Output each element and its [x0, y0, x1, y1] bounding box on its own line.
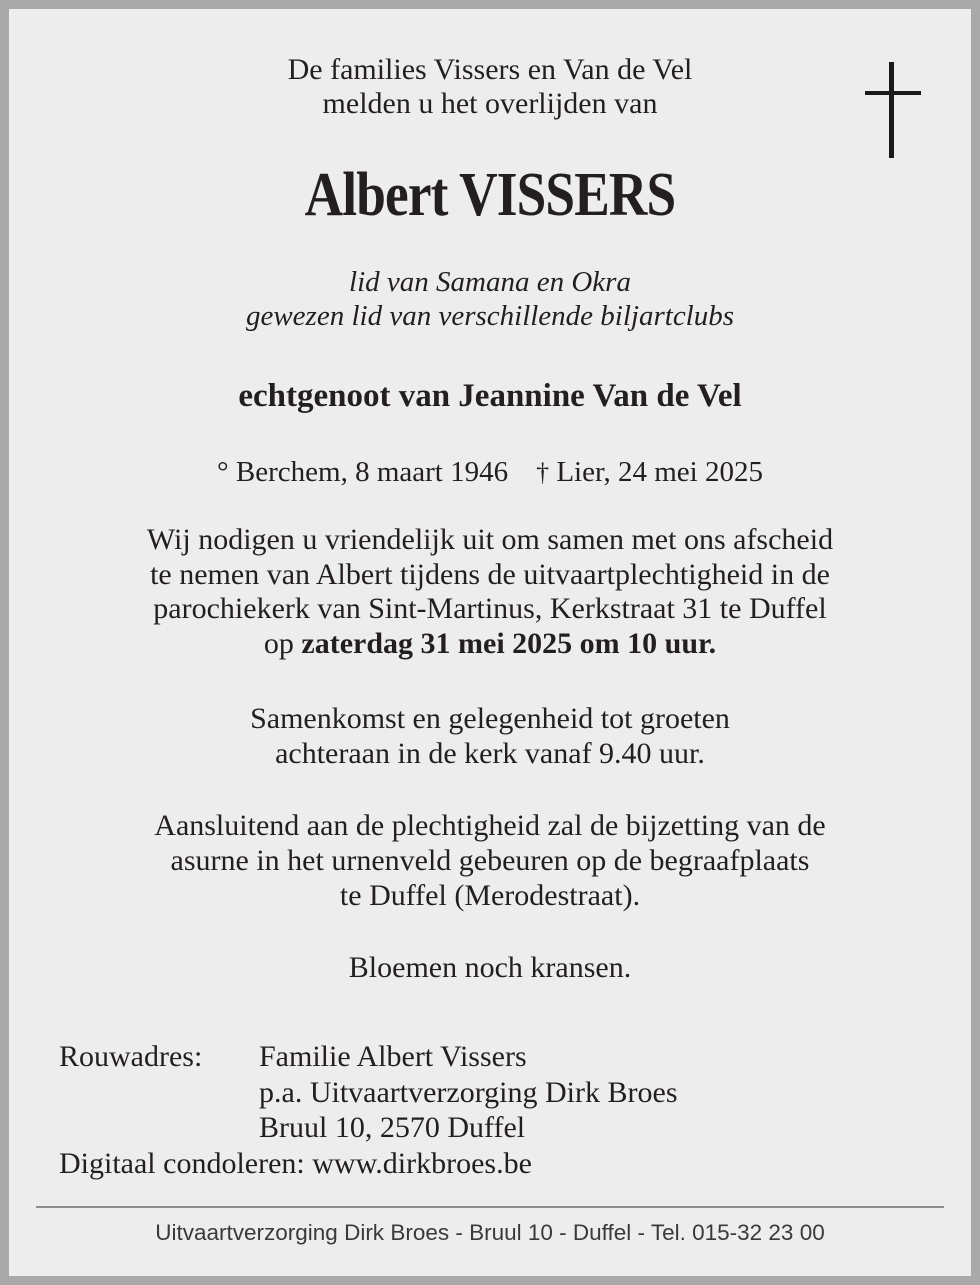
- address-line-1: Familie Albert Vissers: [259, 1040, 527, 1073]
- gathering-line-2: achteraan in de kerk vanaf 9.40 uur.: [275, 736, 705, 770]
- mourning-address: [59, 1039, 678, 1181]
- address-label: Rouwadres:: [59, 1040, 203, 1073]
- gathering-paragraph: [9, 702, 971, 771]
- ceremony-date-prefix: op: [263, 626, 302, 660]
- burial-line-3: te Duffel (Merodestraat).: [339, 879, 641, 912]
- address-line-2: p.a. Uitvaartverzorging Dirk Broes: [259, 1075, 678, 1109]
- burial-line-2: asurne in het urnenveld gebeuren op de begraafplaats: [170, 844, 810, 877]
- flowers-note: Bloemen noch kransen.: [348, 951, 632, 984]
- intro-line-1: De families Vissers en Van de Vel: [287, 53, 693, 86]
- birth-date: Berchem, 8 maart 1946: [235, 456, 509, 488]
- announcement-intro: [9, 53, 971, 121]
- ceremony-paragraph: [9, 523, 971, 661]
- intro-line-2: melden u het overlijden van: [322, 87, 658, 120]
- ceremony-line-1: Wij nodigen u vriendelijk uit om samen met ons afscheid: [146, 523, 834, 556]
- gathering-line-1: Samenkomst en gelegenheid tot groeten: [250, 702, 730, 735]
- digital-condolences: Digitaal condoleren: www.dirkbroes.be: [59, 1146, 532, 1180]
- obituary-card: [9, 9, 971, 1276]
- deceased-name: Albert VISSERS: [304, 161, 676, 229]
- burial-paragraph: [9, 808, 971, 913]
- ceremony-line-3: parochiekerk van Sint-Martinus, Kerkstraat 31 te Duffel: [153, 592, 827, 625]
- memberships: [9, 265, 971, 333]
- ceremony-line-2: te nemen van Albert tijdens de uitvaartplechtigheid in de: [150, 557, 830, 591]
- ceremony-line-4: [9, 627, 971, 662]
- burial-line-1: Aansluitend aan de plechtigheid zal de bijzetting van de: [154, 809, 826, 842]
- funeral-home-footer: Uitvaartverzorging Dirk Broes - Bruul 10 - Duffel - Tel. 015-32 23 00: [155, 1220, 825, 1245]
- death-date: Lier, 24 mei 2025: [556, 456, 763, 488]
- membership-line-1: lid van Samana en Okra: [349, 266, 631, 298]
- dagger-icon: †: [536, 458, 550, 487]
- address-line-3: Bruul 10, 2570 Duffel: [259, 1111, 526, 1144]
- spouse-line: echtgenoot van Jeannine Van de Vel: [238, 378, 742, 414]
- birth-symbol: °: [217, 456, 229, 488]
- membership-line-2: gewezen lid van verschillende biljartclubs: [245, 300, 735, 332]
- address-row-1: [59, 1039, 678, 1075]
- life-dates: [9, 453, 971, 492]
- footer-divider: [36, 1206, 944, 1208]
- ceremony-date: zaterdag 31 mei 2025 om 10 uur.: [301, 626, 717, 660]
